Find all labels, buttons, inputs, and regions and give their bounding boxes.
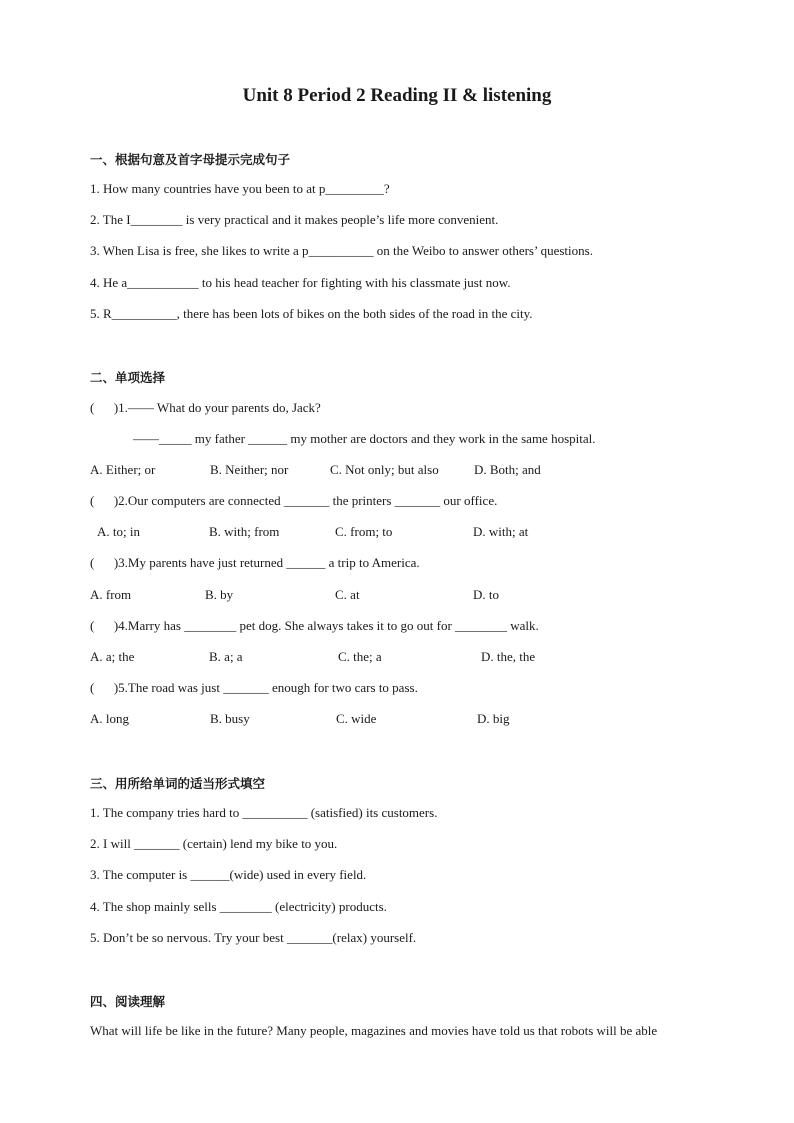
option-d: D. big [477, 711, 510, 726]
page-title: Unit 8 Period 2 Reading II & listening [242, 85, 552, 106]
option-c: C. at [335, 587, 360, 602]
reading-passage: What will life be like in the future? Many people, magazines and movies have told us that robots will be able [90, 1023, 658, 1038]
option-b: B. by [205, 587, 234, 602]
sentence-item: 2. The I________ is very practical and it makes people’s life more convenient. [90, 212, 499, 227]
section-1-heading: 一、根据句意及首字母提示完成句子 [90, 152, 291, 167]
option-d: D. the, the [481, 649, 536, 664]
question-4: ( )4.Marry has ________ pet dog. She always takes it to go out for ________ walk. [90, 618, 539, 633]
option-a: A. long [90, 711, 129, 726]
section-4-heading: 四、阅读理解 [90, 994, 166, 1009]
option-c: C. Not only; but also [330, 462, 439, 477]
sentence-item: 5. R__________, there has been lots of bikes on the both sides of the road in the city. [90, 306, 533, 321]
option-a: A. a; the [90, 649, 135, 664]
section-2-heading: 二、单项选择 [90, 370, 166, 385]
option-b: B. a; a [209, 649, 243, 664]
option-d: D. to [473, 587, 499, 602]
section-3-heading: 三、用所给单词的适当形式填空 [90, 776, 266, 791]
question-1-reply: ——_____ my father ______ my mother are doctors and they work in the same hospital. [133, 431, 596, 446]
option-b: B. busy [210, 711, 250, 726]
option-a: A. Either; or [90, 462, 156, 477]
option-d: D. Both; and [474, 462, 541, 477]
option-a: A. from [90, 587, 132, 602]
option-c: C. the; a [338, 649, 382, 664]
sentence-item: 3. When Lisa is free, she likes to write a p__________ on the Weibo to answer others’ questions. [90, 243, 593, 258]
fill-item: 3. The computer is ______(wide) used in every field. [90, 867, 367, 882]
option-a: A. to; in [97, 524, 140, 539]
question-3: ( )3.My parents have just returned ______ a trip to America. [90, 555, 420, 570]
sentence-item: 4. He a___________ to his head teacher for fighting with his classmate just now. [90, 275, 511, 290]
fill-item: 4. The shop mainly sells ________ (electricity) products. [90, 899, 387, 914]
sentence-item: 1. How many countries have you been to at p_________? [90, 181, 390, 196]
option-d: D. with; at [473, 524, 529, 539]
option-b: B. with; from [209, 524, 280, 539]
fill-item: 1. The company tries hard to __________ (satisfied) its customers. [90, 805, 438, 820]
question-1: ( )1.—— What do your parents do, Jack? [90, 400, 321, 415]
option-c: C. from; to [335, 524, 393, 539]
option-c: C. wide [336, 711, 377, 726]
question-5: ( )5.The road was just _______ enough for two cars to pass. [90, 680, 418, 695]
question-2: ( )2.Our computers are connected _______ the printers _______ our office. [90, 493, 498, 508]
option-b: B. Neither; nor [210, 462, 289, 477]
fill-item: 2. I will _______ (certain) lend my bike to you. [90, 836, 338, 851]
fill-item: 5. Don’t be so nervous. Try your best _______(relax) yourself. [90, 930, 417, 945]
